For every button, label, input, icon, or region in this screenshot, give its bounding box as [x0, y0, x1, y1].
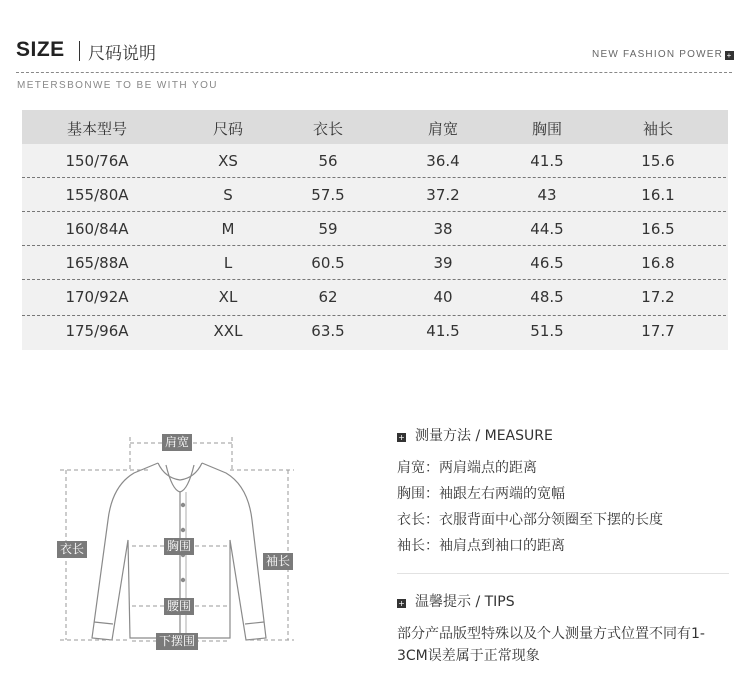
label-waist: 腰围 — [164, 598, 194, 615]
cell-sleeve: 16.8 — [641, 254, 675, 272]
label-shoulder: 肩宽 — [162, 434, 192, 451]
cell-length: 60.5 — [311, 254, 345, 272]
brand-line: METERSBONWE TO BE WITH YOU — [17, 80, 218, 91]
cell-size: S — [223, 186, 233, 204]
cell-sleeve: 17.7 — [641, 322, 675, 340]
cell-sleeve: 16.1 — [641, 186, 675, 204]
tips-text: 部分产品版型特殊以及个人测量方式位置不同有1-3CM误差属于正常现象 — [397, 626, 705, 664]
cell-size: XS — [218, 152, 238, 170]
cell-shoulder: 37.2 — [426, 186, 460, 204]
cell-shoulder: 40 — [433, 288, 453, 306]
cell-size: L — [223, 254, 233, 272]
cell-length: 57.5 — [311, 186, 345, 204]
cell-length: 59 — [318, 220, 338, 238]
size-title: SIZE — [16, 38, 65, 61]
measure-line-length: 衣长：衣服背面中心部分领圈至下摆的长度 — [397, 512, 663, 528]
plus-square-icon: + — [726, 51, 733, 60]
label-hem: 下摆围 — [156, 633, 198, 650]
cell-chest: 48.5 — [530, 288, 564, 306]
cell-length: 62 — [318, 288, 338, 306]
cell-chest: 41.5 — [530, 152, 564, 170]
cell-model: 150/76A — [65, 152, 129, 170]
size-subtitle: 尺码说明 — [88, 44, 156, 64]
plus-square-icon: + — [398, 599, 405, 608]
cell-model: 155/80A — [65, 186, 129, 204]
cell-sleeve: 15.6 — [641, 152, 675, 170]
col-header-model: 基本型号 — [66, 120, 127, 138]
col-header-length: 衣长 — [312, 120, 343, 138]
cell-chest: 43 — [537, 186, 557, 204]
label-sleeve: 袖长 — [263, 553, 293, 570]
cell-shoulder: 41.5 — [426, 322, 460, 340]
cell-shoulder: 36.4 — [426, 152, 460, 170]
tips-divider — [397, 573, 729, 574]
measure-line-chest: 胸围：袖跟左右两端的宽幅 — [397, 486, 565, 502]
col-header-shoulder: 肩宽 — [427, 120, 458, 138]
cell-model: 175/96A — [65, 322, 129, 340]
cell-sleeve: 16.5 — [641, 220, 675, 238]
label-length: 衣长 — [57, 541, 87, 558]
col-header-chest: 胸围 — [531, 120, 562, 138]
cell-length: 56 — [318, 152, 338, 170]
cell-model: 165/88A — [65, 254, 129, 272]
cell-shoulder: 39 — [433, 254, 453, 272]
cell-chest: 44.5 — [530, 220, 564, 238]
cell-chest: 51.5 — [530, 322, 564, 340]
tips-title: + 温馨提示 / TIPS — [398, 594, 515, 610]
label-chest: 胸围 — [164, 538, 194, 555]
fashion-tagline: NEW FASHION POWER + — [592, 49, 733, 60]
cell-sleeve: 17.2 — [641, 288, 675, 306]
cell-size: XXL — [213, 322, 243, 340]
cell-size: XL — [218, 288, 238, 306]
cell-length: 63.5 — [311, 322, 345, 340]
cell-chest: 46.5 — [530, 254, 564, 272]
cell-model: 160/84A — [65, 220, 129, 238]
cell-size: M — [221, 220, 235, 238]
measure-line-shoulder: 肩宽：两肩端点的距离 — [397, 460, 537, 476]
cell-model: 170/92A — [65, 288, 129, 306]
col-header-size: 尺码 — [212, 120, 243, 138]
cell-shoulder: 38 — [433, 220, 453, 238]
plus-square-icon: + — [398, 433, 405, 442]
measure-title: + 测量方法 / MEASURE — [398, 428, 553, 444]
measure-line-sleeve: 袖长：袖肩点到袖口的距离 — [397, 538, 565, 554]
col-header-sleeve: 袖长 — [642, 120, 673, 138]
